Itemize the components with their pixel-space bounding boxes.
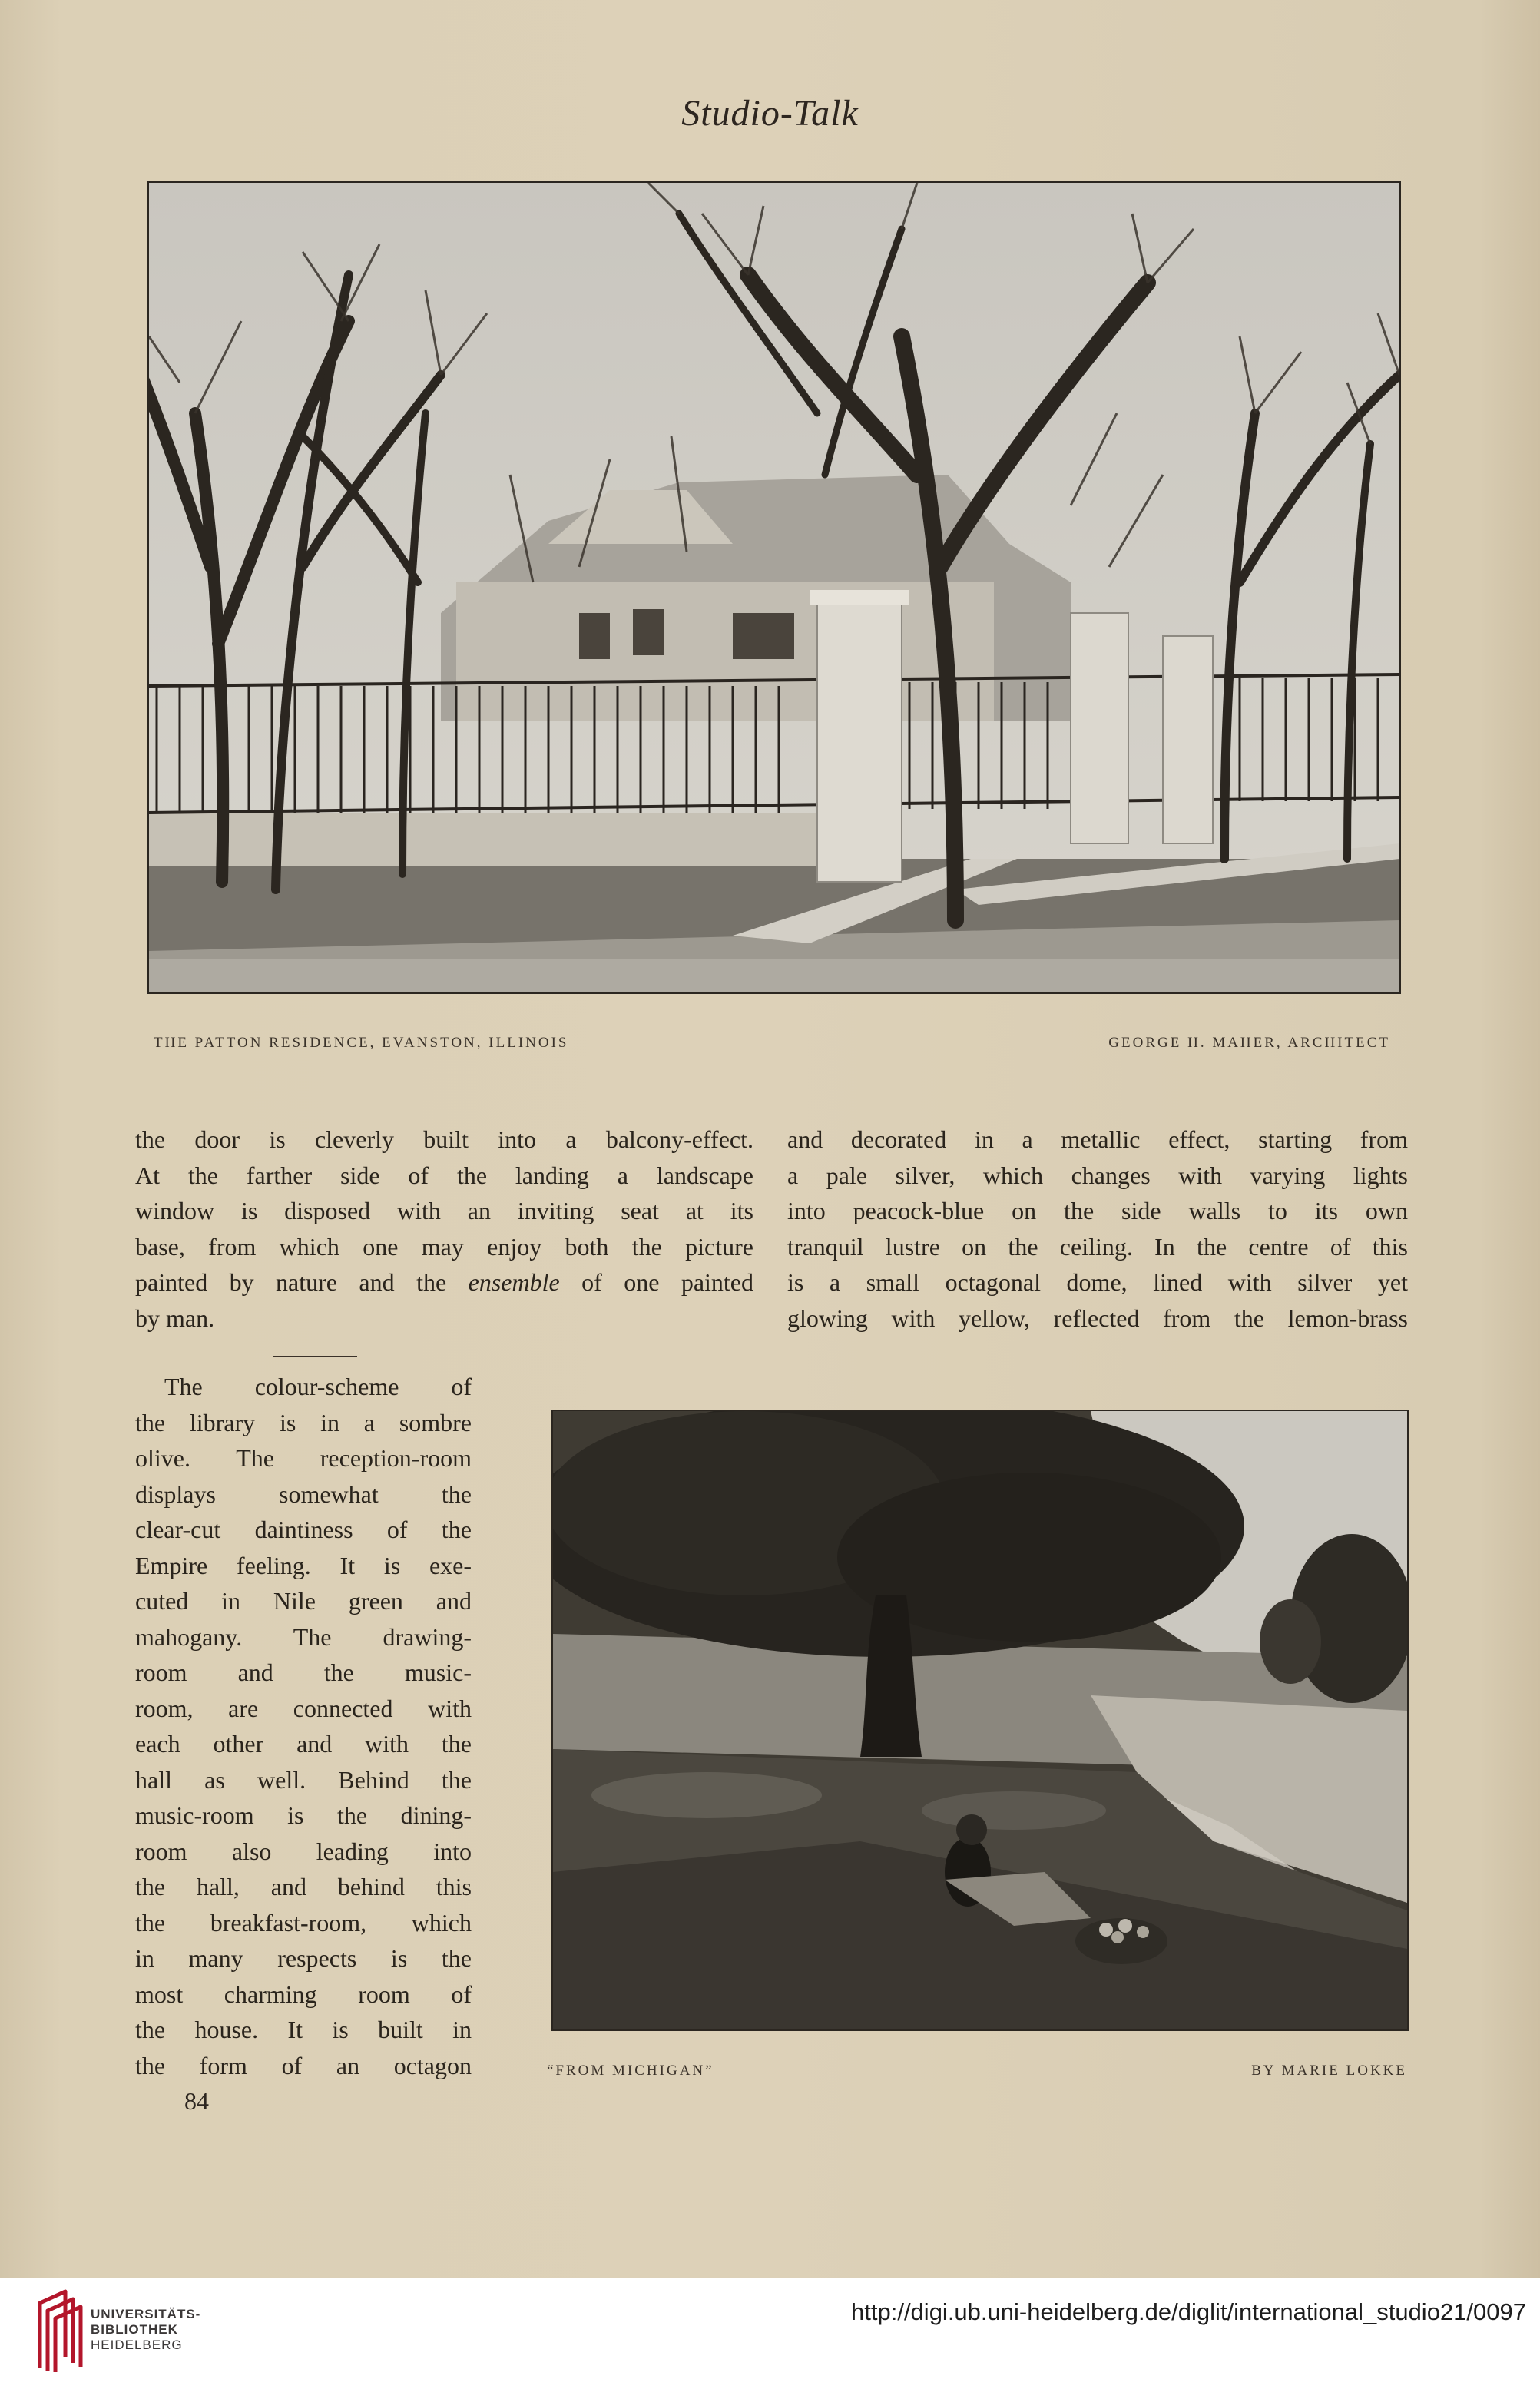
- library-name-line2: BIBLIOTHEK: [91, 2322, 178, 2337]
- text-line: the house. It is built in: [135, 2016, 472, 2043]
- figure1-caption-left: THE PATTON RESIDENCE, EVANSTON, ILLINOIS: [154, 1035, 569, 1051]
- text-column-right-top: [787, 1122, 1408, 1336]
- footer-bar: [0, 2278, 1540, 2389]
- text-column-left-top: [135, 1122, 753, 1336]
- page-number: 84: [184, 2087, 209, 2115]
- text-line: displays somewhat the: [135, 1479, 472, 1508]
- text-line: tranquil lustre on the ceiling. In the centre of this: [787, 1232, 1408, 1261]
- text-line-italic-ensemble: painted by nature and the ensemble of one painted: [135, 1268, 754, 1296]
- text-line: into peacock-blue on the side walls to its own: [787, 1197, 1408, 1224]
- text-line: the door is cleverly built into a balcony-effect.: [135, 1125, 753, 1153]
- text-line: Empire feeling. It is exe-: [135, 1551, 472, 1579]
- text-line: window is disposed with an inviting seat at its: [135, 1197, 753, 1224]
- section-divider: [273, 1356, 357, 1357]
- text-line: clear-cut daintiness of the: [135, 1516, 472, 1543]
- figure2-caption-left: “FROM MICHIGAN”: [547, 2063, 714, 2079]
- text-line: a pale silver, which changes with varying lights: [787, 1161, 1408, 1189]
- text-line: the library is in a sombre: [135, 1408, 472, 1436]
- text-line: At the farther side of the landing a landscape: [135, 1161, 753, 1189]
- running-head: Studio-Talk: [681, 93, 859, 134]
- text-line: by man.: [135, 1304, 215, 1332]
- text-line: cuted in Nile green and: [135, 1587, 472, 1615]
- text-line: most charming room of: [135, 1980, 472, 2008]
- text-line: olive. The reception-room: [135, 1444, 472, 1472]
- text-line: hall as well. Behind the: [135, 1765, 472, 1794]
- library-name: [91, 2307, 200, 2353]
- painting-photo: [551, 1410, 1409, 2031]
- text-line: glowing with yellow, reflected from the lemon-brass: [787, 1304, 1408, 1332]
- text-line: base, from which one may enjoy both the picture: [135, 1232, 753, 1261]
- text-line: the breakfast-room, which: [135, 1908, 472, 1937]
- text-line: in many respects is the: [135, 1944, 472, 1972]
- text-line: and decorated in a metallic effect, starting from: [787, 1125, 1408, 1153]
- university-library-logo: [31, 2288, 84, 2376]
- text-line: room, are connected with: [135, 1694, 472, 1722]
- text-line: mahogany. The drawing-: [135, 1622, 472, 1651]
- text-line: The colour-scheme of: [164, 1373, 472, 1400]
- text-line: is a small octagonal dome, lined with silver yet: [787, 1268, 1408, 1296]
- library-name-line3: HEIDELBERG: [91, 2338, 183, 2352]
- text-column-left-bottom: [135, 1369, 472, 2083]
- source-url-link[interactable]: http://digi.ub.uni-heidelberg.de/diglit/international_studio21/0097: [851, 2298, 1526, 2325]
- text-line: the hall, and behind this: [135, 1873, 472, 1900]
- text-line: room also leading into: [135, 1837, 472, 1865]
- library-name-line1: UNIVERSITÄTS-: [91, 2307, 201, 2321]
- text-line: the form of an octagon: [135, 2051, 472, 2079]
- figure2-caption-right: BY MARIE LOKKE: [1251, 2063, 1407, 2079]
- residence-photo: [147, 181, 1401, 994]
- text-line: each other and with the: [135, 1730, 472, 1758]
- text-line: music-room is the dining-: [135, 1801, 472, 1829]
- figure1-caption-right: GEORGE H. MAHER, ARCHITECT: [1108, 1035, 1390, 1051]
- text-line: room and the music-: [135, 1658, 472, 1686]
